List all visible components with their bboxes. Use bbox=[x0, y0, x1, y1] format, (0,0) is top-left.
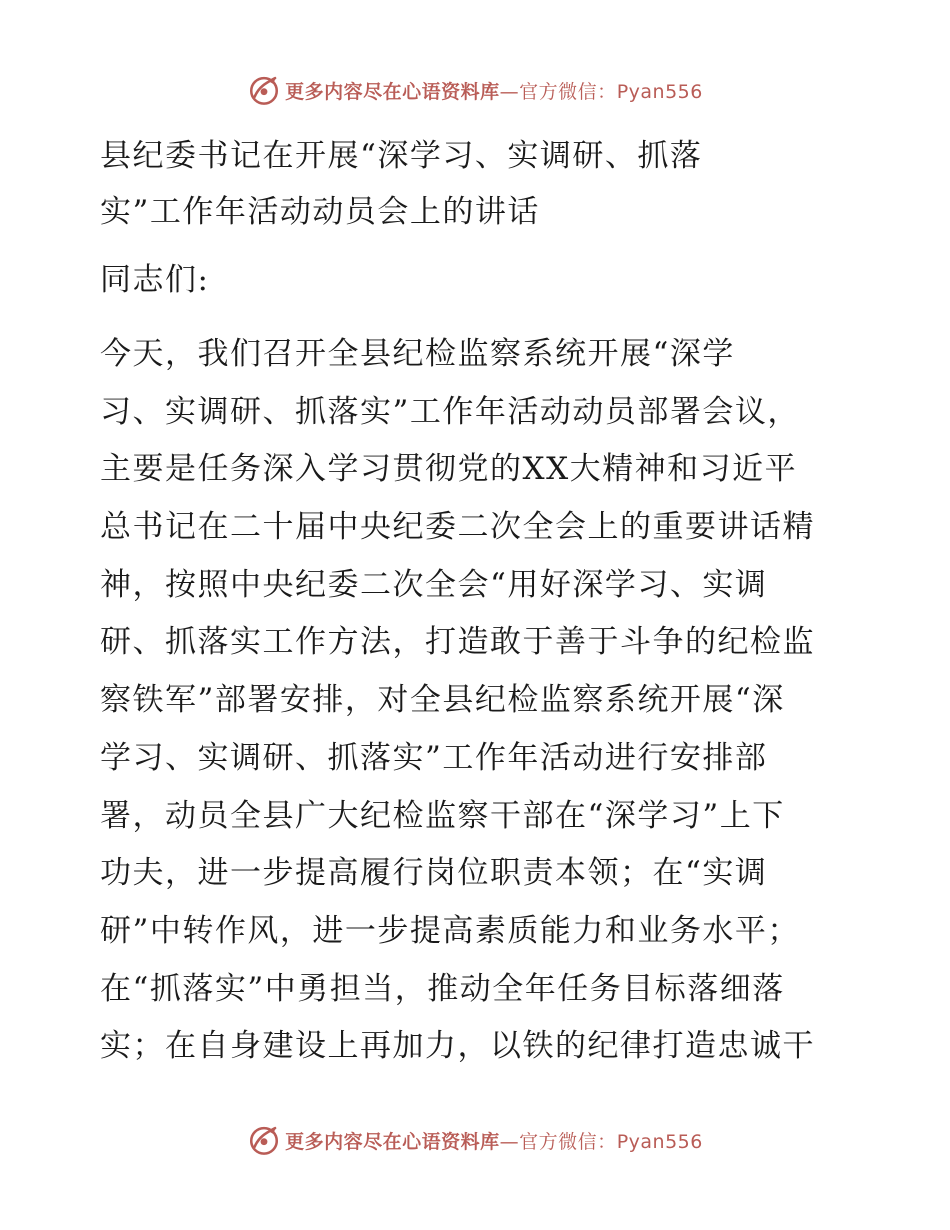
banner-wechat-label: 官方微信： bbox=[519, 1130, 617, 1153]
body-line: 神，按照中央纪委二次全会“用好深学习、实调 bbox=[100, 566, 768, 603]
body-line: 在“抓落实”中勇担当，推动全年任务目标落细落 bbox=[100, 970, 785, 1007]
title-line: 实”工作年活动动员会上的讲话 bbox=[100, 194, 540, 230]
banner-wechat-id: Pyan556 bbox=[616, 1130, 703, 1153]
header-banner bbox=[0, 70, 950, 110]
banner-wechat-label: 官方微信： bbox=[519, 80, 617, 103]
greeting: 同志们: bbox=[100, 262, 210, 298]
body-line: 学习、实调研、抓落实”工作年活动进行安排部 bbox=[100, 739, 768, 776]
body-line: 实；在自身建设上再加力，以铁的纪律打造忠诚干 bbox=[100, 1028, 815, 1065]
brand-logo-icon bbox=[247, 1123, 281, 1157]
document-title bbox=[100, 128, 860, 240]
banner-separator: — bbox=[499, 1130, 520, 1153]
title-line: 县纪委书记在开展“深学习、实调研、抓落 bbox=[100, 138, 703, 174]
brand-logo-icon bbox=[247, 73, 281, 107]
footer-banner bbox=[0, 1120, 950, 1160]
body-line: 研”中转作风，进一步提高素质能力和业务水平； bbox=[100, 912, 800, 949]
banner-slogan: 更多内容尽在心语资料库 bbox=[285, 80, 500, 103]
body-line: 功夫，进一步提高履行岗位职责本领；在“实调 bbox=[100, 855, 768, 892]
body-line: 今天，我们召开全县纪检监察系统开展“深学 bbox=[100, 336, 735, 372]
body-line: 习、实调研、抓落实”工作年活动动员部署会议， bbox=[100, 393, 800, 430]
banner-separator: — bbox=[499, 80, 520, 103]
body-line: 研、抓落实工作方法，打造敢于善于斗争的纪检监 bbox=[100, 624, 815, 661]
body-paragraph bbox=[100, 326, 860, 1076]
body-line: 总书记在二十届中央纪委二次全会上的重要讲话精 bbox=[100, 509, 815, 546]
body-line: 察铁军”部署安排，对全县纪检监察系统开展“深 bbox=[100, 682, 785, 719]
body-line: 主要是任务深入学习贯彻党的XX大精神和习近平 bbox=[100, 451, 798, 488]
banner-wechat-id: Pyan556 bbox=[616, 80, 703, 103]
body-line: 署，动员全县广大纪检监察干部在“深学习”上下 bbox=[100, 797, 785, 834]
banner-slogan: 更多内容尽在心语资料库 bbox=[285, 1130, 500, 1153]
